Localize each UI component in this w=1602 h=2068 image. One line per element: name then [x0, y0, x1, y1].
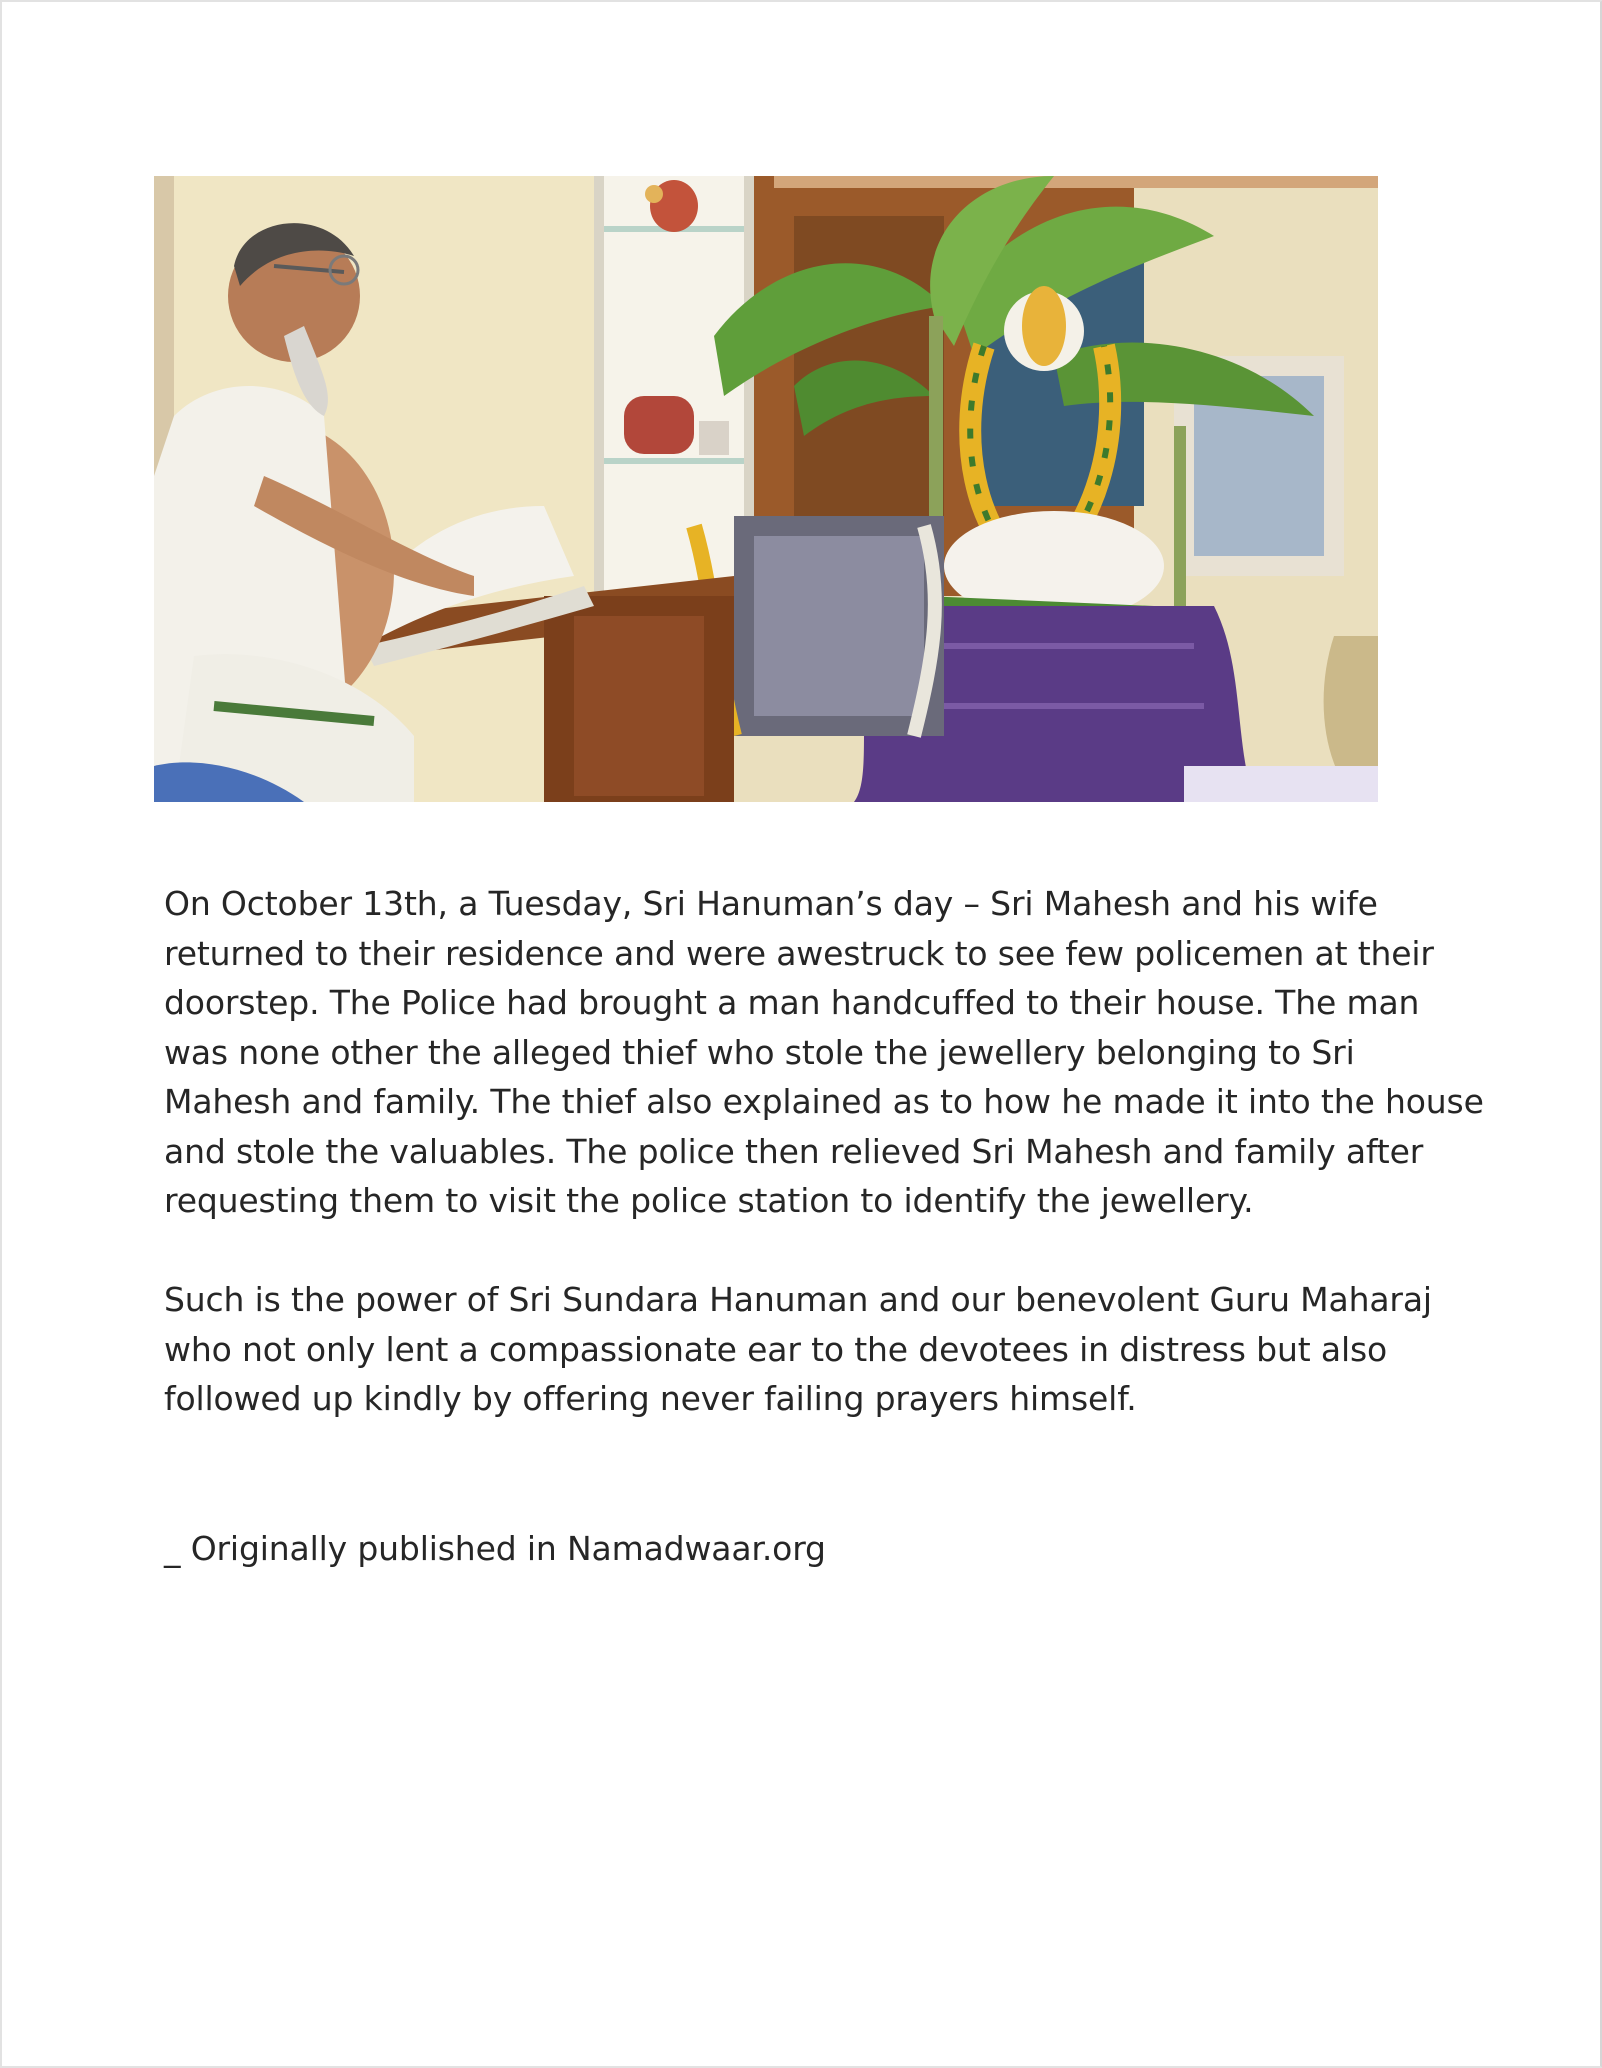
text-line: On October 13th, a Tuesday, Sri Hanuman’s day – Sri Mahesh and his wife	[164, 884, 1378, 923]
puja-scene-illustration	[154, 176, 1378, 802]
text-line: requesting them to visit the police station to identify the jewellery.	[164, 1181, 1254, 1220]
text-line: followed up kindly by offering never failing prayers himself.	[164, 1379, 1137, 1418]
text-line: and stole the valuables. The police then relieved Sri Mahesh and family after	[164, 1131, 1424, 1171]
paragraph-2	[164, 1275, 1464, 1424]
paragraph-1	[164, 879, 1484, 1226]
article-photo	[154, 176, 1378, 802]
text-line: returned to their residence and were awestruck to see few policemen at their	[164, 933, 1434, 973]
text-line: Such is the power of Sri Sundara Hanuman and our benevolent Guru Maharaj	[164, 1280, 1432, 1319]
publication-credit	[164, 1524, 1464, 1574]
credit-text: _ Originally published in Namadwaar.org	[164, 1529, 826, 1568]
text-line: was none other the alleged thief who stole the jewellery belonging to Sri	[164, 1032, 1355, 1072]
text-line: doorstep. The Police had brought a man handcuffed to their house. The man	[164, 983, 1420, 1022]
text-line: Mahesh and family. The thief also explained as to how he made it into the house	[164, 1082, 1484, 1121]
text-line: who not only lent a compassionate ear to the devotees in distress but also	[164, 1329, 1388, 1369]
